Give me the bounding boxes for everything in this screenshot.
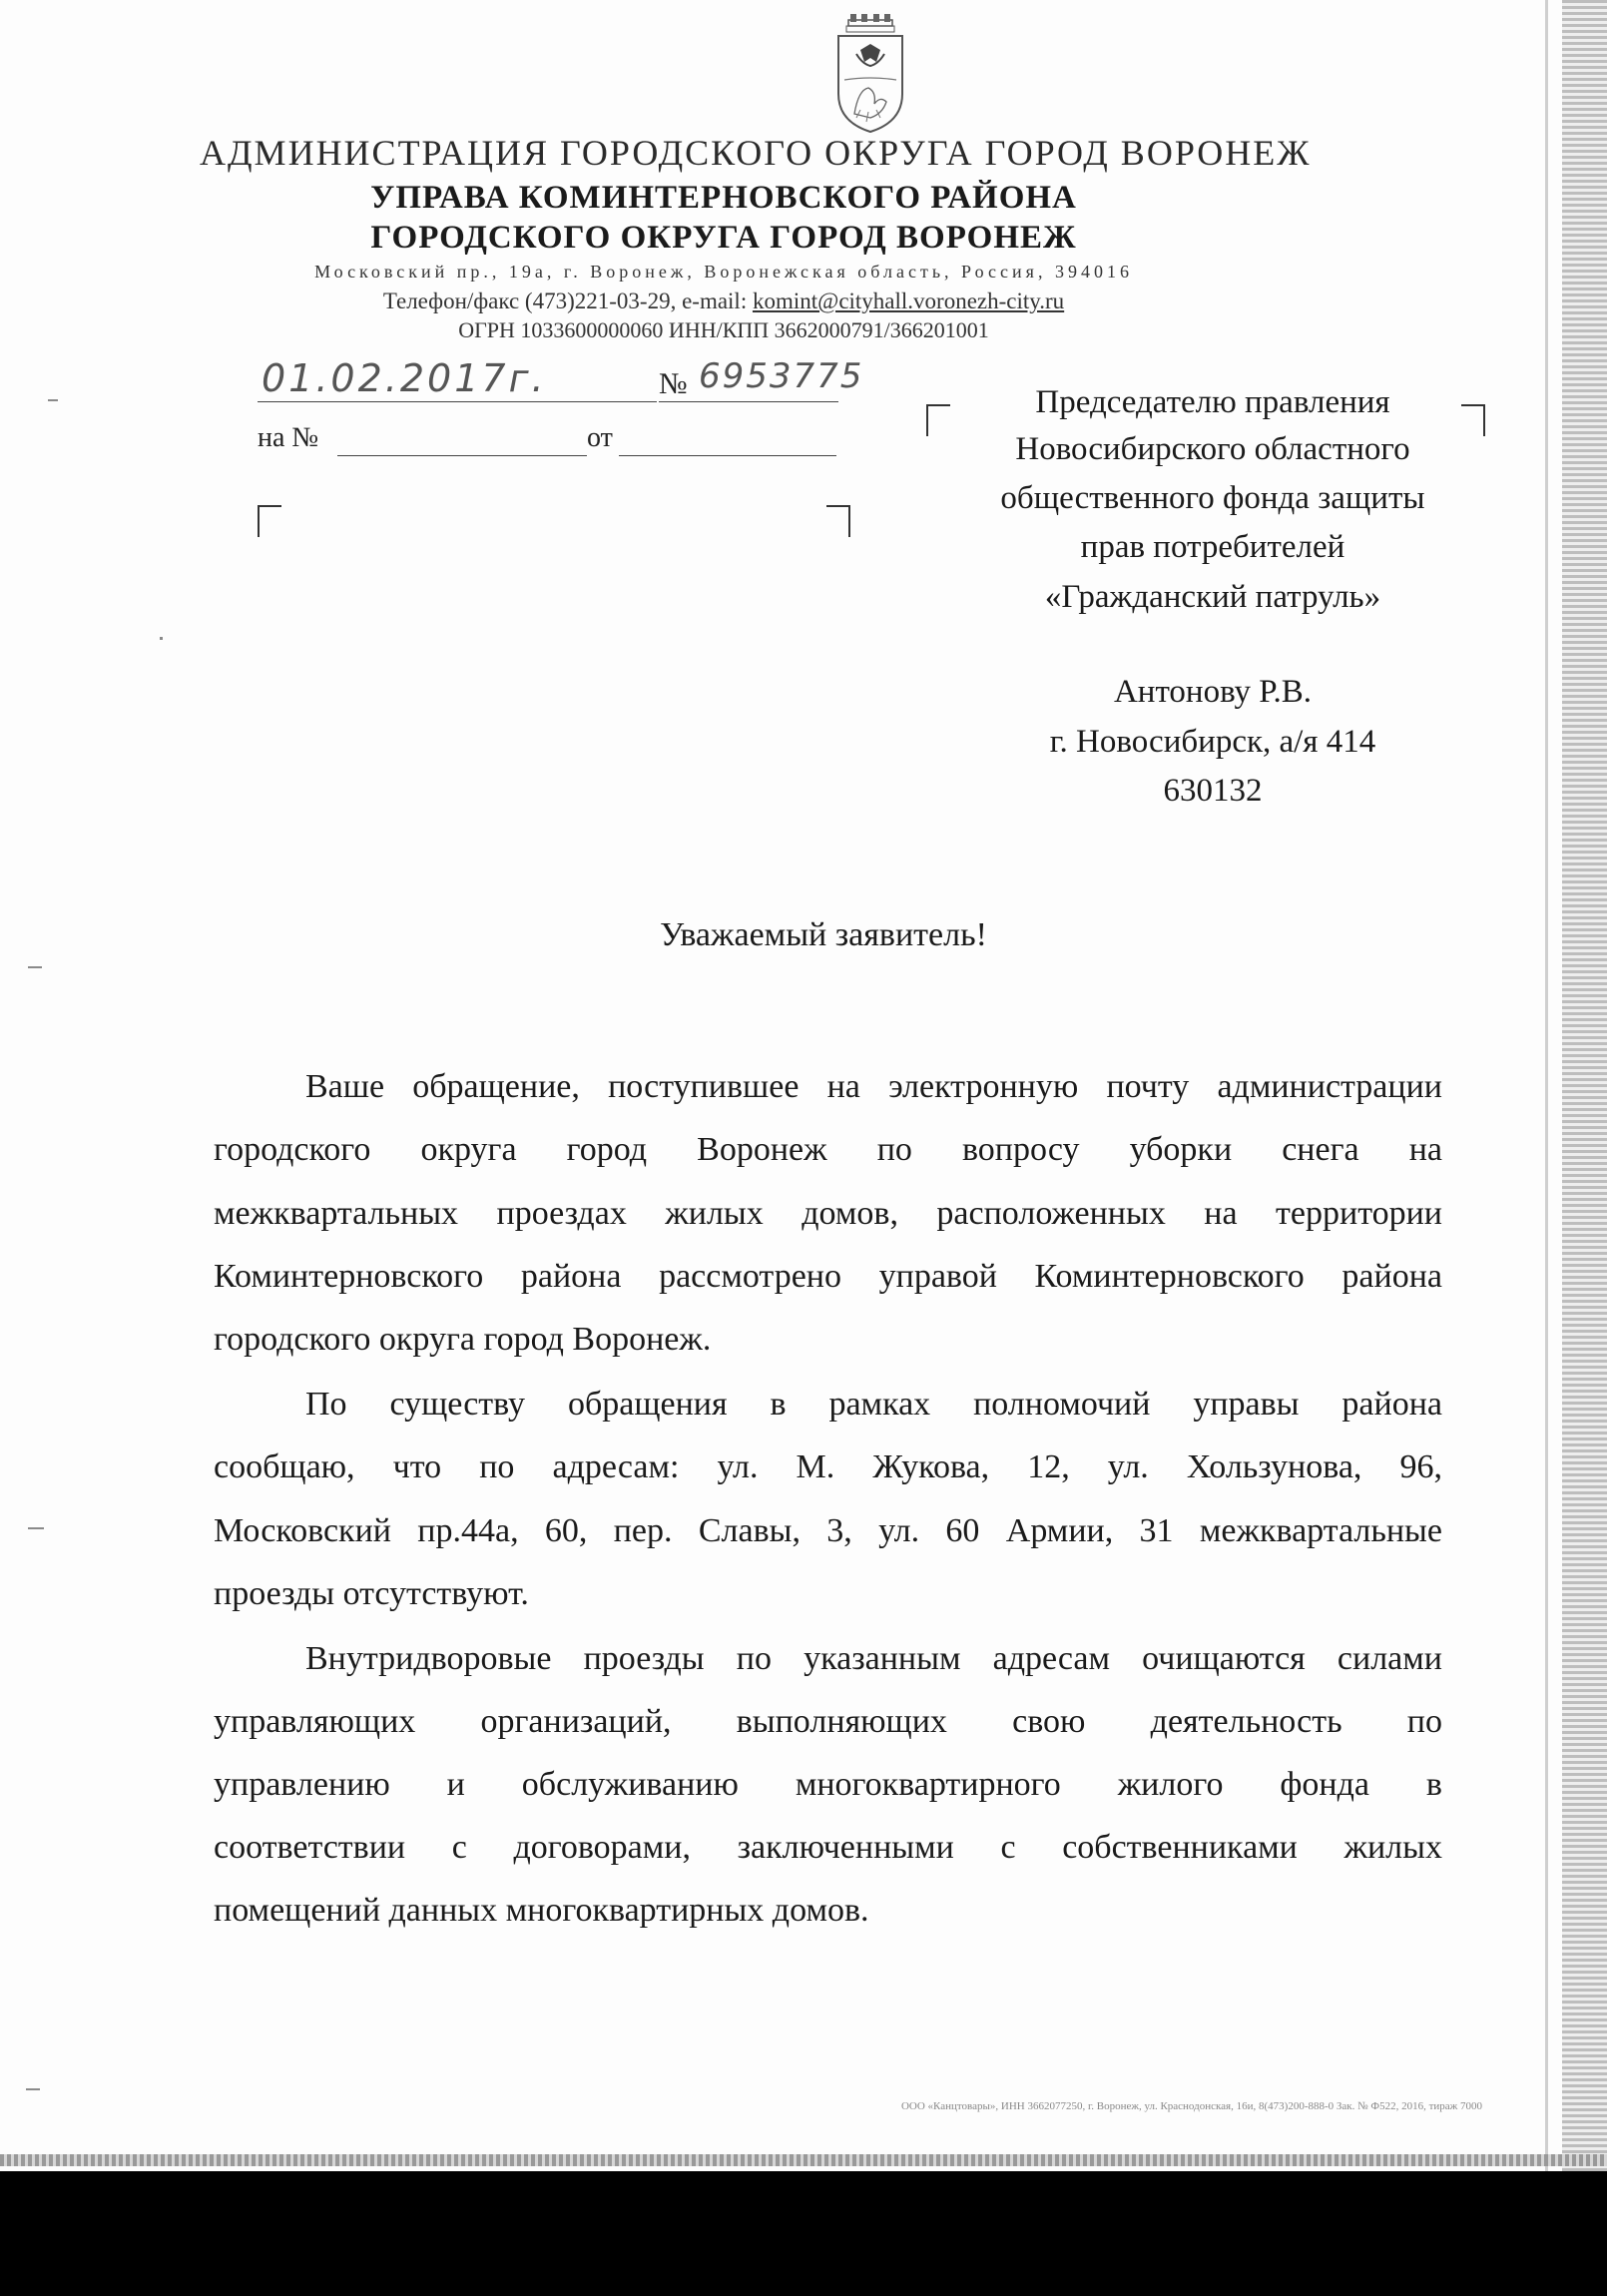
reply-to-number-label: на № xyxy=(258,422,319,453)
email-link[interactable]: komint@cityhall.voronezh-city.ru xyxy=(752,288,1065,313)
body-line: Внутридворовые проезды по указанным адресам очищаются силами xyxy=(305,1640,1442,1677)
body-line: По существу обращения в рамках полномочий управы района xyxy=(305,1386,1442,1423)
body-line: городского округа город Воронеж по вопросу уборки снега на xyxy=(214,1131,1442,1168)
reply-to-date-label: от xyxy=(587,422,613,453)
reply-to-date-line xyxy=(619,455,836,456)
okrug-title: ГОРОДСКОГО ОКРУГА ГОРОД ВОРОНЕЖ xyxy=(370,220,1077,256)
phone-text: Телефон/факс (473)221-03-29, e-mail: xyxy=(382,288,753,313)
printer-imprint: ООО «Канцтовары», ИНН 3662077250, г. Воронеж, ул. Краснодонская, 16и, 8(473)200-888-0 Зак. № Ф522, 2016, тираж 7000 xyxy=(900,2100,1482,2112)
scan-speck xyxy=(160,637,163,640)
recipient-line: «Гражданский патруль» xyxy=(1044,579,1381,615)
body-line: помещений данных многоквартирных домов. xyxy=(214,1892,869,1929)
body-line: Московский пр.44а, 60, пер. Славы, 3, ул. 60 Армии, 31 межквартальные xyxy=(214,1512,1442,1549)
body-line: сообщаю, что по адресам: ул. М. Жукова, 12, ул. Хользунова, 96, xyxy=(214,1448,1442,1485)
administration-title: АДМИНИСТРАЦИЯ ГОРОДСКОГО ОКРУГА ГОРОД ВОРОНЕЖ xyxy=(200,133,1312,173)
scan-edge-line xyxy=(1545,0,1548,2171)
scan-speck xyxy=(26,2088,40,2090)
body-line: управляющих организаций, выполняющих свою деятельность по xyxy=(214,1703,1442,1740)
uprava-title: УПРАВА КОМИНТЕРНОВСКОГО РАЙОНА xyxy=(370,180,1077,216)
recipient-line: прав потребителей xyxy=(1080,529,1345,565)
letterhead-contacts xyxy=(200,288,1248,314)
recipient-address: г. Новосибирск, а/я 414 xyxy=(1049,724,1376,760)
address-field-corner xyxy=(258,505,281,537)
outgoing-number-sign: № xyxy=(659,367,688,400)
recipient-line: Председателю правления xyxy=(1035,384,1390,420)
number-underline xyxy=(659,401,838,402)
reply-to-number-line xyxy=(337,455,587,456)
recipient-name: Антонову Р.В. xyxy=(1113,674,1313,710)
scan-speck xyxy=(48,399,58,401)
letter-greeting: Уважаемый заявитель! xyxy=(660,916,987,953)
recipient-line: общественного фонда защиты xyxy=(1000,480,1425,516)
voronezh-coat-of-arms-icon xyxy=(830,14,910,134)
body-line: Ваше обращение, поступившее на электронную почту администрации xyxy=(305,1068,1442,1105)
body-line: межквартальных проездах жилых домов, расположенных на территории xyxy=(214,1195,1442,1232)
scan-speck xyxy=(28,1527,44,1529)
scan-edge-stripes xyxy=(1562,0,1607,2171)
body-line: соответствии с договорами, заключенными с собственниками жилых xyxy=(214,1829,1442,1866)
recipient-postcode: 630132 xyxy=(1163,773,1263,809)
outgoing-date: 01.02.2017г. xyxy=(262,356,547,400)
scan-black-border xyxy=(0,2171,1607,2296)
recipient-line: Новосибирского областного xyxy=(1015,431,1410,467)
body-line: Коминтерновского района рассмотрено управой Коминтерновского района xyxy=(214,1258,1442,1295)
scan-speck xyxy=(28,966,42,968)
body-line: проезды отсутствуют. xyxy=(214,1575,529,1612)
letterhead-address: Московский пр., 19а, г. Воронеж, Воронежская область, Россия, 394016 xyxy=(314,262,1133,282)
body-line: городского округа город Воронеж. xyxy=(214,1321,712,1358)
date-underline xyxy=(258,401,657,402)
scan-bottom-band xyxy=(0,2154,1607,2166)
outgoing-number: 6953775 xyxy=(699,356,864,396)
address-field-corner xyxy=(826,505,850,537)
body-line: управлению и обслуживанию многоквартирного жилого фонда в xyxy=(214,1766,1442,1803)
letterhead-ogrn: ОГРН 1033600000060 ИНН/КПП 3662000791/366201001 xyxy=(458,317,989,342)
